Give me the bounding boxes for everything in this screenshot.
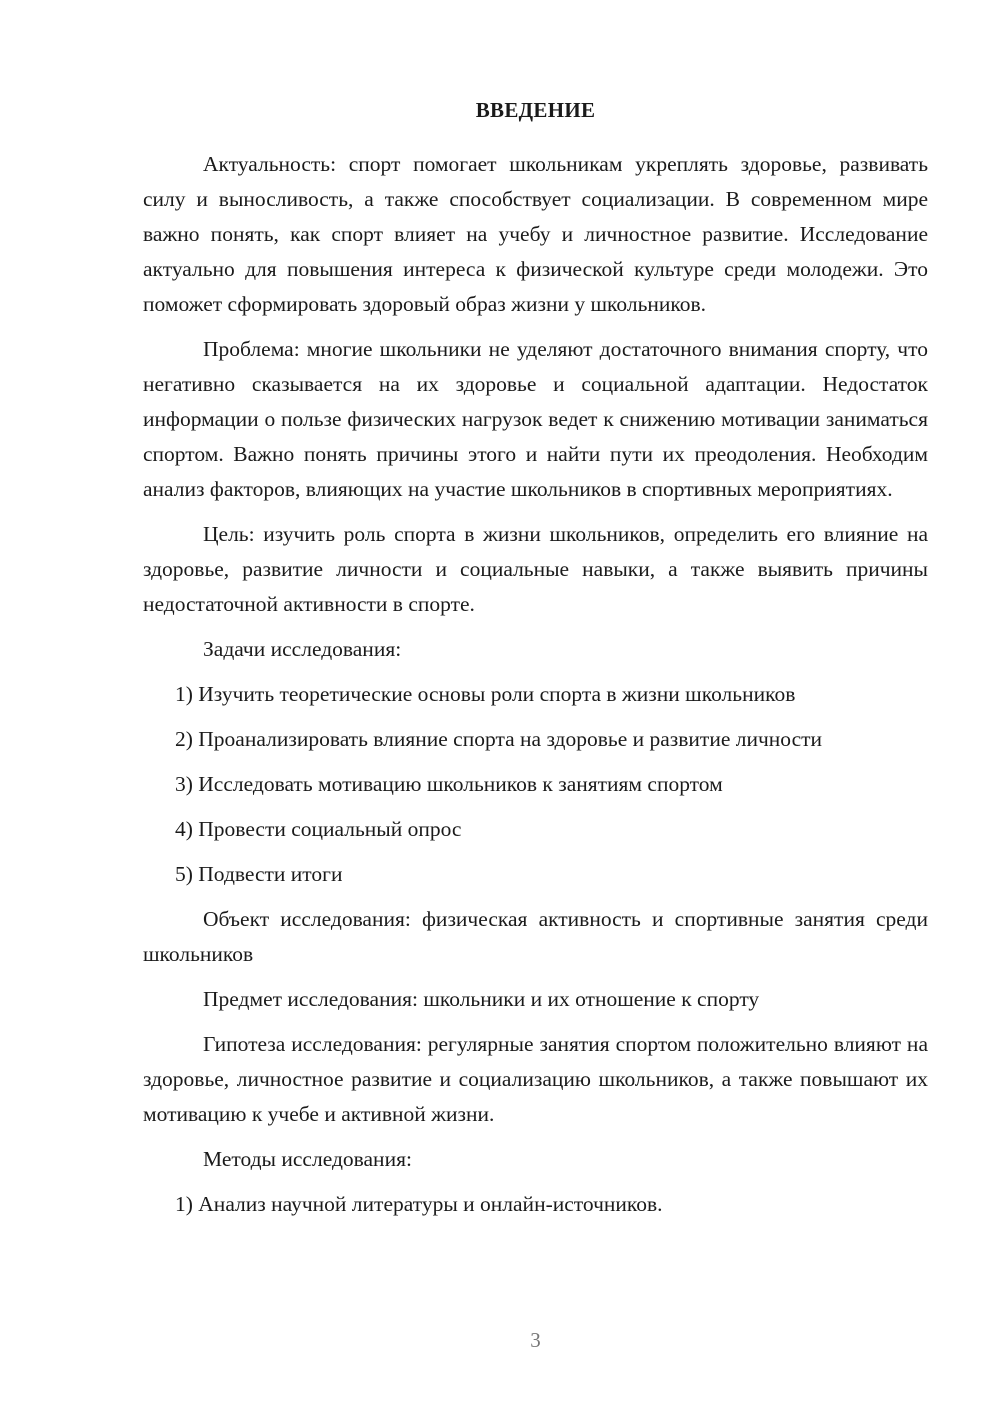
list-item: 5) Подвести итоги	[175, 862, 343, 886]
methods-list	[143, 1187, 928, 1222]
subject-paragraph: Предмет исследования: школьники и их отношение к спорту	[203, 987, 760, 1011]
object-paragraph: Объект исследования: физическая активность и спортивные занятия среди школьников	[143, 907, 928, 966]
page-number: 3	[530, 1328, 541, 1352]
goal-paragraph: Цель: изучить роль спорта в жизни школьников, определить его влияние на здоровье, развитие личности и социальные навыки, а также выявить причины недостаточной активности в спорте.	[143, 522, 928, 616]
list-item: 2) Проанализировать влияние спорта на здоровье и развитие личности	[175, 727, 823, 751]
hypothesis-paragraph: Гипотеза исследования: регулярные занятия спортом положительно влияют на здоровье, личностное развитие и социализацию школьников, а также повышают их мотивацию к учебе и активной жизни.	[143, 1032, 928, 1126]
tasks-list	[143, 677, 928, 892]
problem-paragraph: Проблема: многие школьники не уделяют достаточного внимания спорту, что негативно сказывается на их здоровье и социальной адаптации. Недостаток информации о пользе физических нагрузок ведет к снижению мотивации заниматься спортом. Важно понять причины этого и найти пути их преодоления. Необходим анализ факторов, влияющих на участие школьников в спортивных мероприятиях.	[143, 337, 928, 501]
list-item: 1) Изучить теоретические основы роли спорта в жизни школьников	[175, 682, 796, 706]
list-item: 1) Анализ научной литературы и онлайн-источников.	[175, 1192, 663, 1216]
document-page	[143, 0, 928, 1414]
relevance-paragraph: Актуальность: спорт помогает школьникам укреплять здоровье, развивать силу и выносливость, а также способствует социализации. В современном мире важно понять, как спорт влияет на учебу и личностное развитие. Исследование актуально для повышения интереса к физической культуре среди молодежи. Это поможет сформировать здоровый образ жизни у школьников.	[143, 152, 928, 316]
list-item: 4) Провести социальный опрос	[175, 817, 462, 841]
page-title: ВВЕДЕНИЕ	[475, 98, 596, 122]
list-item: 3) Исследовать мотивацию школьников к занятиям спортом	[175, 772, 723, 796]
document-body	[143, 147, 928, 1232]
methods-heading: Методы исследования:	[203, 1147, 412, 1171]
tasks-heading: Задачи исследования:	[203, 637, 402, 661]
